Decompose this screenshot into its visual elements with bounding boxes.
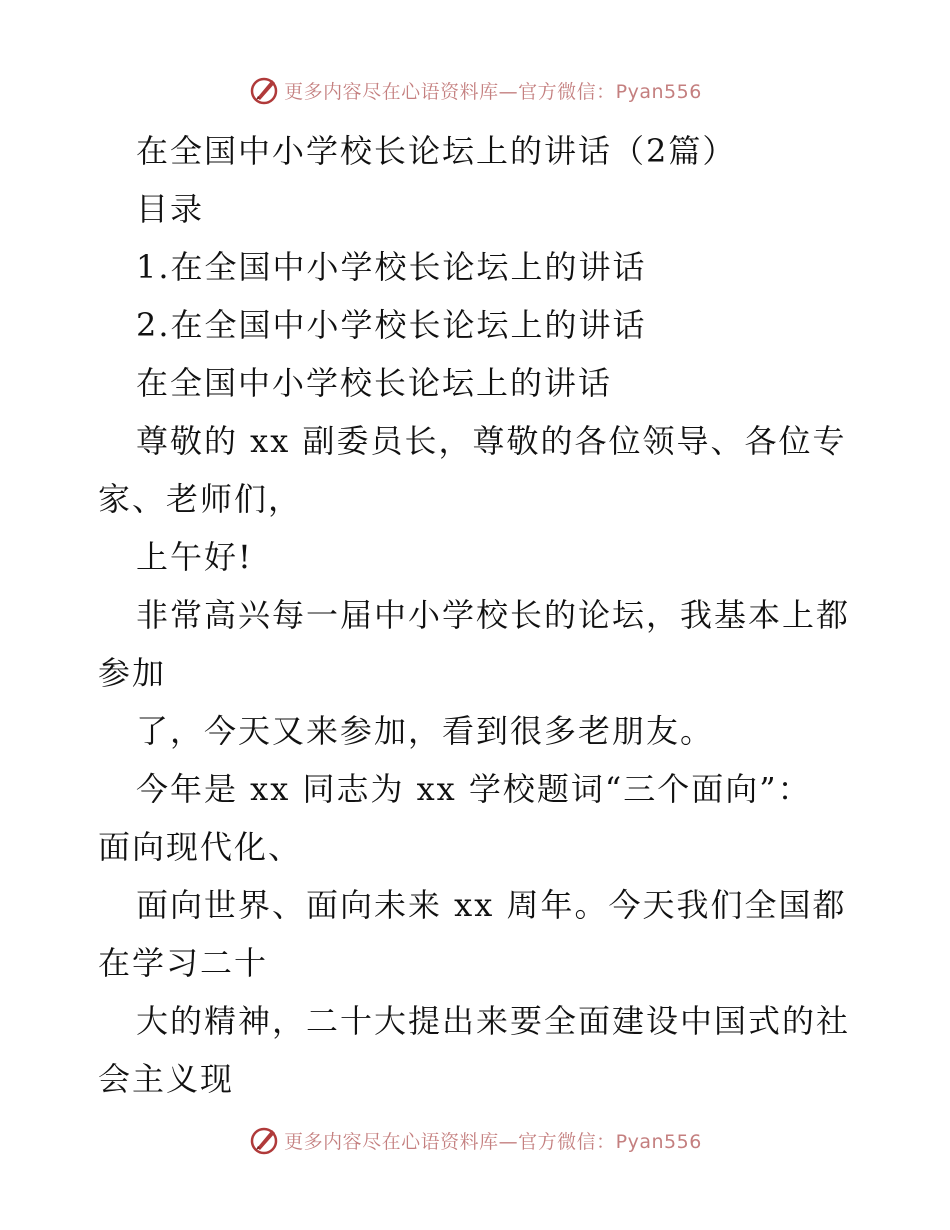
banner-text: 更多内容尽在心语资料库—官方微信：Pyan556 [284, 80, 702, 103]
footer-banner [0, 1120, 950, 1160]
paragraph-line: 今年是 xx 同志为 xx 学校题词“三个面向”： [136, 770, 812, 808]
paragraph-line: 会主义现 [98, 1060, 235, 1098]
paragraph-line: 在学习二十 [98, 944, 269, 982]
paragraph-line: 尊敬的 xx 副委员长，尊敬的各位领导、各位专 [136, 422, 847, 460]
toc-heading: 目录 [136, 190, 205, 228]
quill-logo-icon [248, 1124, 280, 1156]
paragraph-line: 面向世界、面向未来 xx 周年。今天我们全国都 [136, 886, 847, 924]
banner-text: 更多内容尽在心语资料库—官方微信：Pyan556 [284, 1130, 702, 1153]
paragraph-line: 上午好! [136, 538, 253, 576]
header-banner [0, 70, 950, 110]
doc-title: 在全国中小学校长论坛上的讲话（2篇） [136, 132, 737, 170]
paragraph-line: 参加 [98, 654, 167, 692]
quill-logo-icon [248, 74, 280, 106]
paragraph-line: 非常高兴每一届中小学校长的论坛，我基本上都 [136, 596, 851, 634]
paragraph-line: 家、老师们， [98, 480, 303, 518]
paragraph-line: 了，今天又来参加，看到很多老朋友。 [136, 712, 715, 750]
toc-item-2: 2.在全国中小学校长论坛上的讲话 [136, 306, 647, 344]
paragraph-line: 大的精神，二十大提出来要全面建设中国式的社 [136, 1002, 851, 1040]
document-body [98, 122, 858, 1108]
paragraph-line: 面向现代化、 [98, 828, 303, 866]
toc-item-1: 1.在全国中小学校长论坛上的讲话 [136, 248, 647, 286]
section-title: 在全国中小学校长论坛上的讲话 [136, 364, 613, 402]
